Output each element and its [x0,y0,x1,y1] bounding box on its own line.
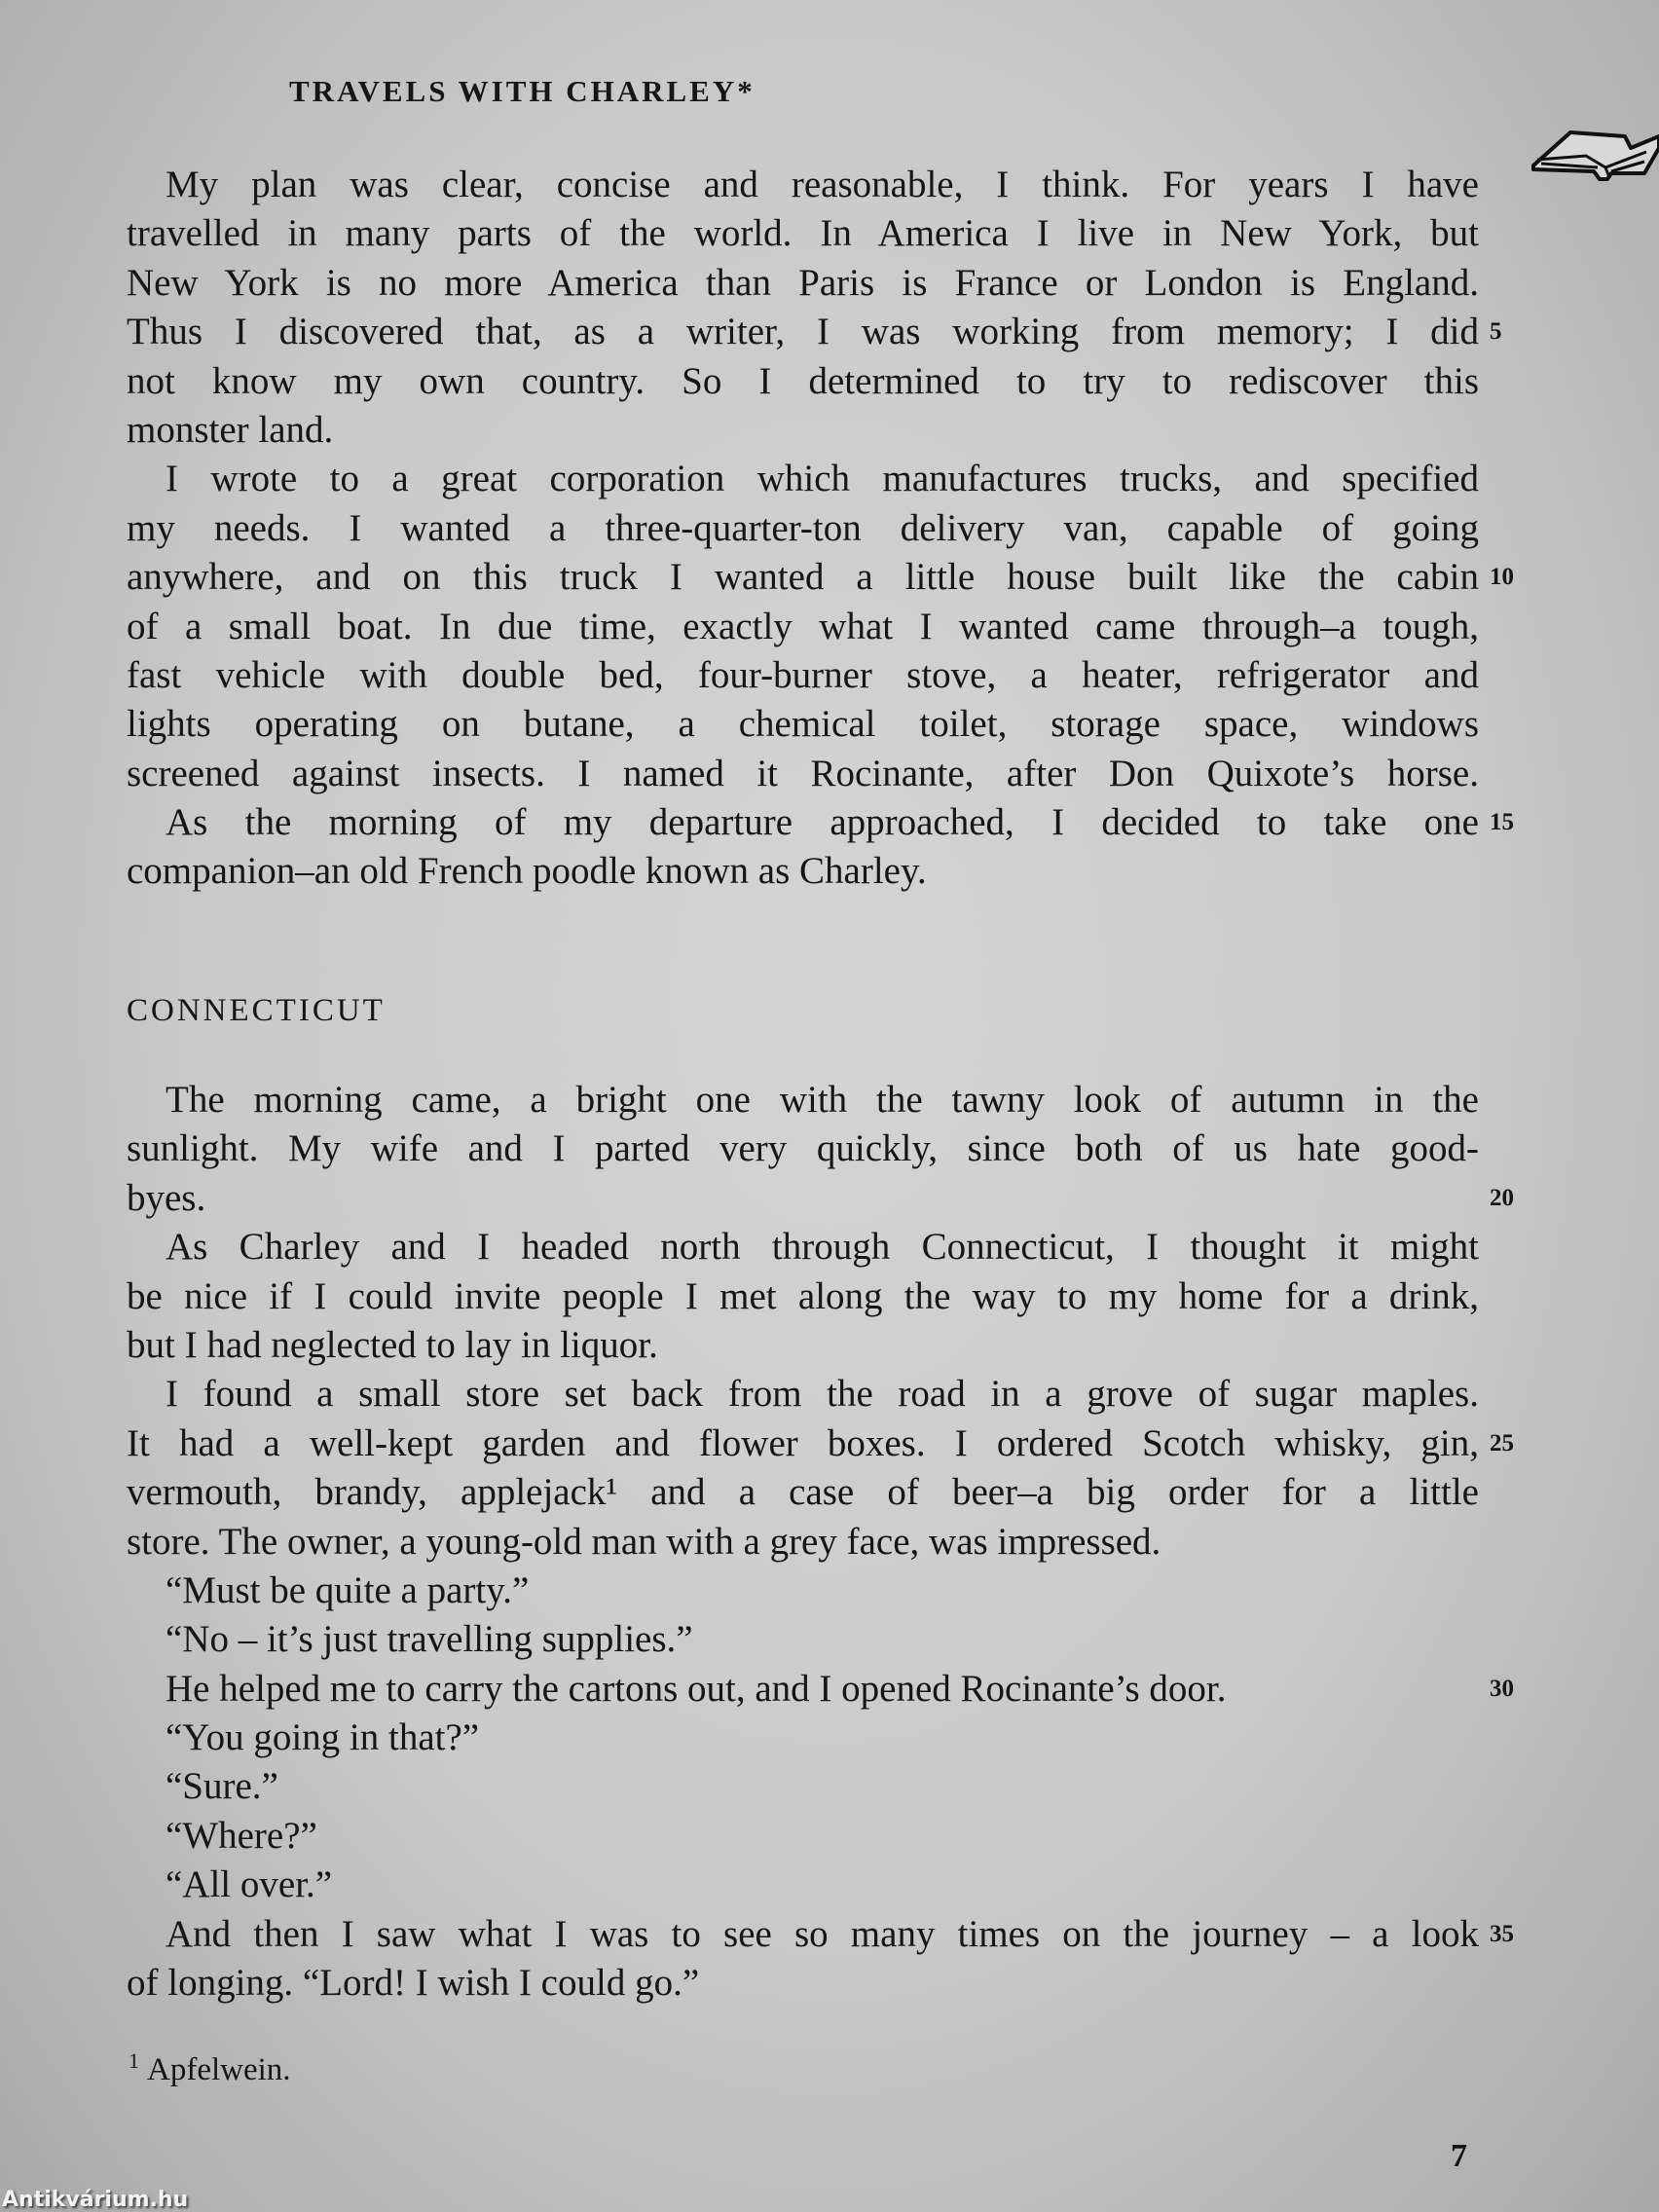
text-line [127,603,1479,651]
line-text: of longing. “Lord! I wish I could go.” [127,1962,700,2005]
text-line [127,553,1514,602]
text-line [127,1518,1479,1567]
text-line [127,1321,1479,1370]
text-line [127,455,1479,503]
open-book-icon [1524,109,1659,179]
line-text: travelled in many parts of the world. In America I live in New York, but [127,212,1479,255]
line-text: It had a well-kept garden and flower boxes. I ordered Scotch whisky, gin, [127,1421,1479,1464]
text-line [127,1370,1479,1419]
line-text: but I had neglected to lay in liquor. [127,1323,658,1366]
text-line [127,1615,1479,1664]
line-text: Thus I discovered that, as a writer, I was working from memory; I did [127,311,1479,353]
line-text: As Charley and I headed north through Connecticut, I thought it might [166,1226,1479,1269]
line-text: The morning came, a bright one with the tawny look of autumn in the [166,1079,1479,1121]
line-number: 20 [1490,1184,1514,1211]
line-text: monster land. [127,408,334,451]
connecticut-text [127,1076,1514,2008]
line-text: anywhere, and on this truck I wanted a little house built like the cabin [127,556,1479,599]
line-text: byes. [127,1176,206,1219]
line-text: “You going in that?” [166,1716,480,1759]
text-line [127,504,1479,553]
footnote-mark: 1 [129,2048,139,2073]
line-text: not know my own country. So I determined to try to rediscover this [127,359,1479,402]
text-line [127,798,1514,847]
text-line [127,161,1479,209]
line-text: of a small boat. In due time, exactly what I wanted came through–a tough, [127,605,1479,647]
line-text: screened against insects. I named it Rocinante, after Don Quixote’s horse. [127,752,1479,794]
line-number: 10 [1490,564,1514,591]
line-number: 5 [1490,318,1502,346]
footnote-text: Apfelwein. [147,2052,291,2087]
line-text: “Where?” [166,1814,317,1857]
text-line [127,259,1479,308]
text-line [127,1861,1479,1909]
text-line [127,1812,1479,1861]
line-text: sunlight. My wife and I parted very quickly, since both of us hate good- [127,1127,1479,1170]
line-text: “No – it’s just travelling supplies.” [166,1618,693,1661]
line-text: As the morning of my departure approached, I decided to take one [166,801,1479,844]
text-line [127,1567,1479,1615]
text-line [127,1665,1514,1714]
text-line [127,1076,1479,1124]
page-number: 7 [1451,2138,1467,2174]
section-heading: CONNECTICUT [127,993,386,1028]
text-line [127,357,1479,406]
line-text: be nice if I could invite people I met along the way to my home for a drink, [127,1274,1479,1317]
text-line [127,847,1479,896]
text-line [127,308,1502,356]
watermark: Antikvárium.hu [2,2188,189,2212]
line-text: I found a small store set back from the road in a grove of sugar maples. [166,1373,1479,1416]
line-text: He helped me to carry the cartons out, and I opened Rocinante’s door. [166,1667,1227,1710]
text-line [127,209,1479,258]
text-line [127,1959,1479,2008]
line-text: “Must be quite a party.” [166,1568,530,1611]
line-text: companion–an old French poodle known as Charley. [127,850,927,893]
footnote [129,2048,291,2088]
line-text: vermouth, brandy, applejack¹ and a case of beer–a big order for a little [127,1471,1479,1514]
line-text: “Sure.” [166,1765,278,1808]
text-line [127,750,1479,798]
line-text: New York is no more America than Paris is France or London is England. [127,261,1479,304]
line-text: My plan was clear, concise and reasonable, I think. For years I have [166,164,1479,205]
line-number: 15 [1490,809,1514,836]
line-text: “All over.” [166,1863,333,1906]
text-line [127,1419,1514,1468]
line-number: 25 [1490,1429,1514,1456]
line-number: 30 [1490,1675,1514,1702]
text-line [127,700,1479,749]
text-line [127,1272,1479,1321]
line-text: my needs. I wanted a three-quarter-ton delivery van, capable of going [127,506,1479,549]
intro-text [127,161,1514,897]
text-line [127,1124,1479,1173]
line-text: And then I saw what I was to see so many times on the journey – a look [166,1912,1479,1955]
text-line [127,1174,1514,1223]
text-line [127,651,1479,700]
text-line [127,1714,1479,1762]
text-line [127,1468,1479,1517]
text-line [127,1910,1514,1959]
line-text: lights operating on butane, a chemical toilet, storage space, windows [127,703,1479,746]
line-number: 35 [1490,1920,1514,1947]
line-text: store. The owner, a young-old man with a grey face, was impressed. [127,1520,1161,1563]
line-text: I wrote to a great corporation which manufactures trucks, and specified [166,458,1479,500]
line-text: fast vehicle with double bed, four-burner stove, a heater, refrigerator and [127,653,1479,696]
text-line [127,406,1479,455]
text-line [127,1762,1479,1811]
chapter-title: TRAVELS WITH CHARLEY* [289,74,756,108]
text-line [127,1223,1479,1272]
